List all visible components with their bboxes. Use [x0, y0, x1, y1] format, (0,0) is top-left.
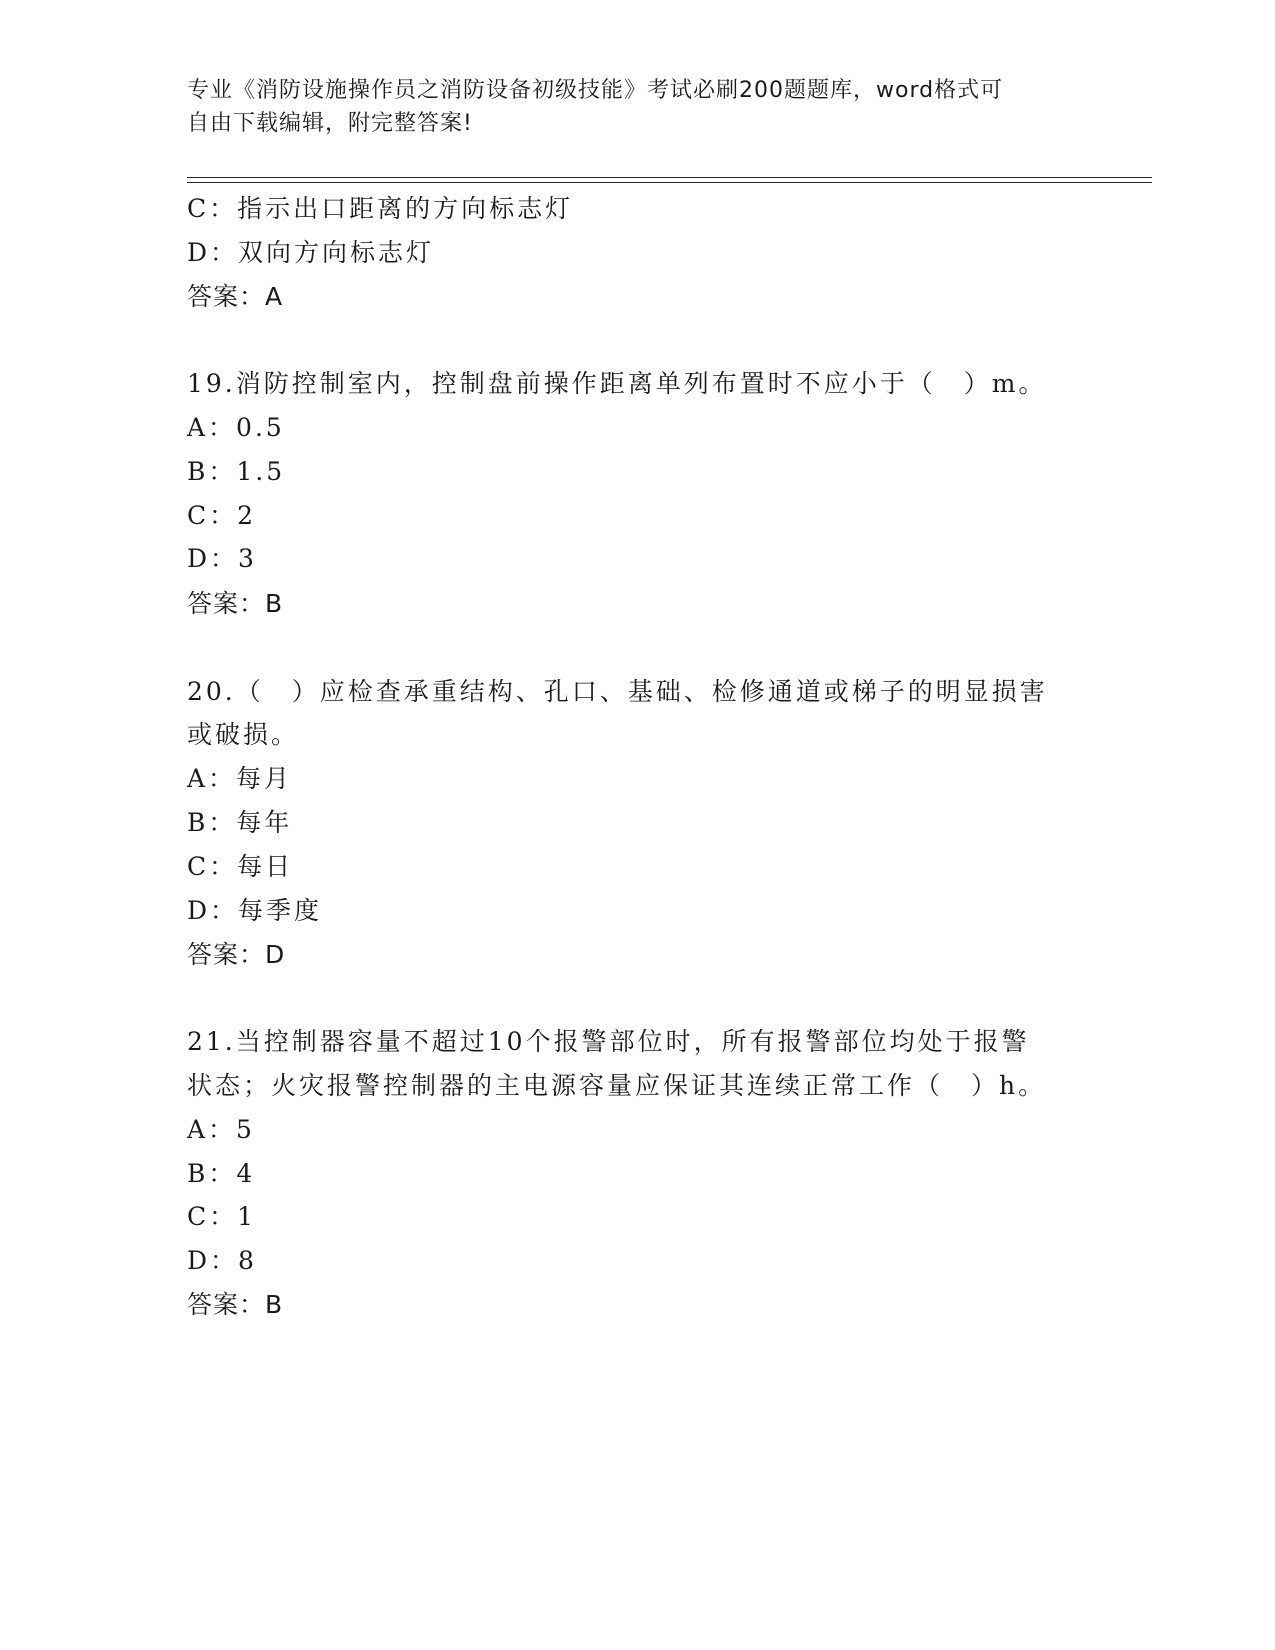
document-header	[187, 74, 1087, 140]
question-20-stem-line-2: 或破损。	[187, 720, 300, 749]
option-c: C：指示出口距离的方向标志灯	[187, 194, 574, 223]
question-20-option-a: A：每月	[187, 764, 293, 793]
header-line-2: 自由下载编辑，附完整答案!	[187, 111, 473, 136]
question-21-option-d: D：8	[187, 1246, 257, 1275]
question-20-option-b: B：每年	[187, 808, 293, 837]
question-21-option-b: B：4	[187, 1159, 256, 1188]
question-20-option-c: C：每日	[187, 852, 294, 881]
answer-line: 答案：A	[187, 282, 284, 311]
option-d: D：双向方向标志灯	[187, 238, 435, 267]
question-21-answer: 答案：B	[187, 1290, 284, 1319]
question-20-answer: 答案：D	[187, 940, 286, 969]
header-divider-bottom	[187, 182, 1152, 183]
question-19-answer: 答案：B	[187, 589, 284, 618]
question-21-option-a: A：5	[187, 1115, 255, 1144]
question-21-option-c: C：1	[187, 1202, 257, 1231]
question-19-option-b: B：1.5	[187, 457, 286, 486]
question-19-option-c: C：2	[187, 501, 257, 530]
question-20-stem-line-1: 20.（ ）应检查承重结构、孔口、基础、检修通道或梯子的明显损害	[187, 677, 1048, 706]
question-20-option-d: D：每季度	[187, 896, 323, 925]
question-19-option-a: A：0.5	[187, 413, 285, 442]
header-line-1: 专业《消防设施操作员之消防设备初级技能》考试必刷200题题库，word格式可	[187, 78, 1004, 103]
question-21-stem-line-1: 21.当控制器容量不超过10个报警部位时，所有报警部位均处于报警	[187, 1027, 1030, 1056]
question-19-stem: 19.消防控制室内，控制盘前操作距离单列布置时不应小于（ ）m。	[187, 369, 1047, 398]
question-21-stem-line-2: 状态；火灾报警控制器的主电源容量应保证其连续正常工作（ ）h。	[187, 1071, 1047, 1100]
question-19-option-d: D：3	[187, 544, 257, 573]
header-divider-top	[187, 177, 1152, 178]
